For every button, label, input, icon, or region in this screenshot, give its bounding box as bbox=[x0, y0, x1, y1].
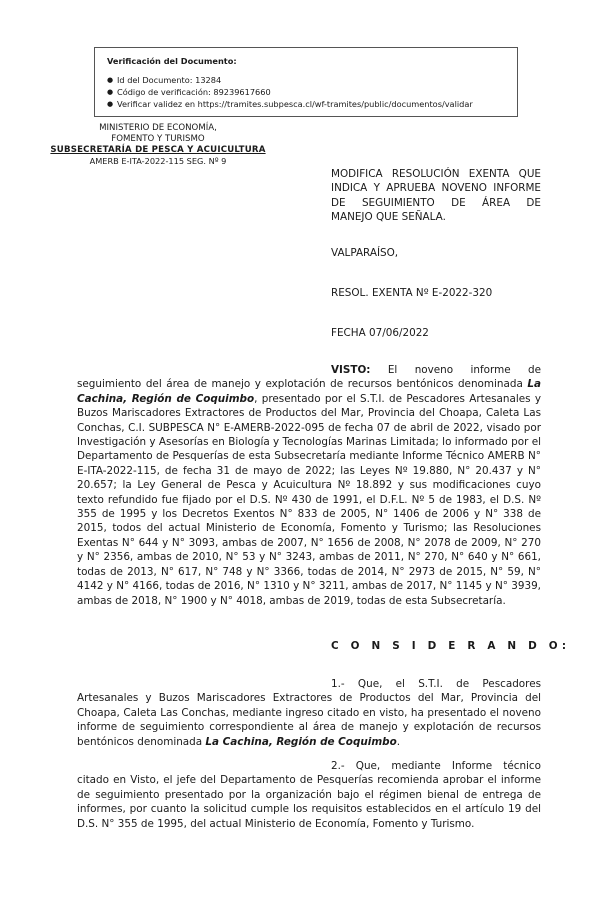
verification-item-link[interactable]: ● Verificar validez en https://tramites.subpesca.cl/wf-tramites/public/documentos/validar bbox=[107, 99, 473, 109]
resolution-number: RESOL. EXENTA Nº E-2022-320 bbox=[331, 287, 493, 299]
verification-title: Verificación del Documento: bbox=[107, 56, 237, 66]
verification-item-id: ● Id del Documento: 13284 bbox=[107, 75, 222, 85]
visto-label: VISTO: bbox=[331, 364, 371, 376]
document-reference: AMERB E-ITA-2022-115 SEG. Nº 9 bbox=[89, 156, 227, 166]
resolution-title-line: INDICA Y APRUEBA NOVENO INFORME bbox=[331, 182, 541, 195]
ministry-line-2: FOMENTO Y TURISMO bbox=[111, 134, 205, 144]
resolution-title-line: MODIFICA RESOLUCIÓN EXENTA QUE bbox=[331, 168, 541, 180]
considerando-item-2: 2.- Que, mediante Informe técnico citado en Visto, el jefe del Departamento de Pesquerías recomienda aprobar el informe de seguimiento presentado por la organización bajo el régimen bienal de entrega de informes, por cuanto la solicitud cumple los requisitos establecidos en el artículo 19 del D.S. N° 355 de 1995, del actual Ministerio de Economía, Fomento y Turismo. bbox=[77, 760, 541, 830]
resolution-date: FECHA 07/06/2022 bbox=[331, 327, 429, 339]
considerando-item-1: 1.- Que, el S.T.I. de Pescadores Artesanales y Buzos Mariscadores Extractores de Productos del Mar, Provincia del Choapa, Caleta Las Conchas, mediante ingreso citado en visto, ha presentado el noveno informe de seguimiento correspondiente al área de manejo y explotación de recursos bentónicos denominada La Cachina, Región de Coquimbo. bbox=[77, 678, 541, 748]
resolution-title-line: MANEJO QUE SEÑALA. bbox=[331, 210, 446, 223]
ministry-line-1: MINISTERIO DE ECONOMÍA, bbox=[99, 123, 217, 133]
verification-item-code: ● Código de verificación: 89239617660 bbox=[107, 87, 271, 97]
bullet-icon: ● bbox=[107, 88, 114, 96]
visto-paragraph: VISTO: El noveno informe de seguimiento del área de manejo y explotación de recursos bentónicos denominada La Cachina, Región de Coquimbo, presentado por el S.T.I. de Pescadores Artesanales y Buzos Mariscadores Extractores de Productos del Mar, Provincia del Choapa, Caleta Las Conchas, C.I. SUBPESCA N° E-AMERB-2022-095 de fecha 07 de abril de 2022, visado por Investigación y Asesorías en Biología y Tecnologías Marinas Limitada; lo informado por el Departamento de Pesquerías de esta Subsecretaría mediante Informe Técnico AMERB N° E-ITA-2022-115, de fecha 31 de mayo de 2022; las Leyes Nº 19.880, N° 20.437 y N° 20.657; la Ley General de Pesca y Acuicultura Nº 18.892 y sus modificaciones cuyo texto refundido fue fijado por el D.S. Nº 430 de 1991, el D.F.L. Nº 5 de 1983, el D.S. Nº 355 de 1995 y los Decretos Exentos N° 833 de 2005, N° 1406 de 2006 y N° 338 de 2015, todos del actual Ministerio de Economía, Fomento y Turismo; las Resoluciones Exentas N° 644 y N° 3093, ambas de 2007, N° 1656 de 2008, N° 2078 de 2009, N° 270 y N° 2356, ambas de 2010, N° 53 y N° 3243, ambas de 2011, N° 270, N° 640 y N° 661, todas de 2013, N° 617, N° 748 y N° 3366, todas de 2014, N° 2973 de 2015, N° 59, N° 4142 y N° 4166, todas de 2016, N° 1310 y N° 3211, ambas de 2017, N° 1145 y N° 3939, ambas de 2018, N° 1900 y N° 4018, ambas de 2019, todas de esta Subsecretaría. bbox=[77, 364, 542, 607]
area-name: La Cachina, Región de Coquimbo bbox=[205, 735, 397, 748]
subsecretaria-name: SUBSECRETARÍA DE PESCA Y ACUICULTURA bbox=[50, 145, 266, 155]
ministry-header bbox=[38, 123, 278, 167]
considerando-heading: C O N S I D E R A N D O: bbox=[331, 640, 571, 652]
area-name: La Cachina, Región de Coquimbo bbox=[77, 378, 541, 405]
verification-box bbox=[94, 47, 518, 117]
resolution-title bbox=[331, 167, 541, 224]
resolution-city: VALPARAÍSO, bbox=[331, 247, 399, 259]
resolution-title-line: DE SEGUIMIENTO DE ÁREA DE bbox=[331, 196, 541, 209]
bullet-icon: ● bbox=[107, 100, 114, 108]
verification-list bbox=[107, 74, 517, 110]
bullet-icon: ● bbox=[107, 76, 114, 84]
